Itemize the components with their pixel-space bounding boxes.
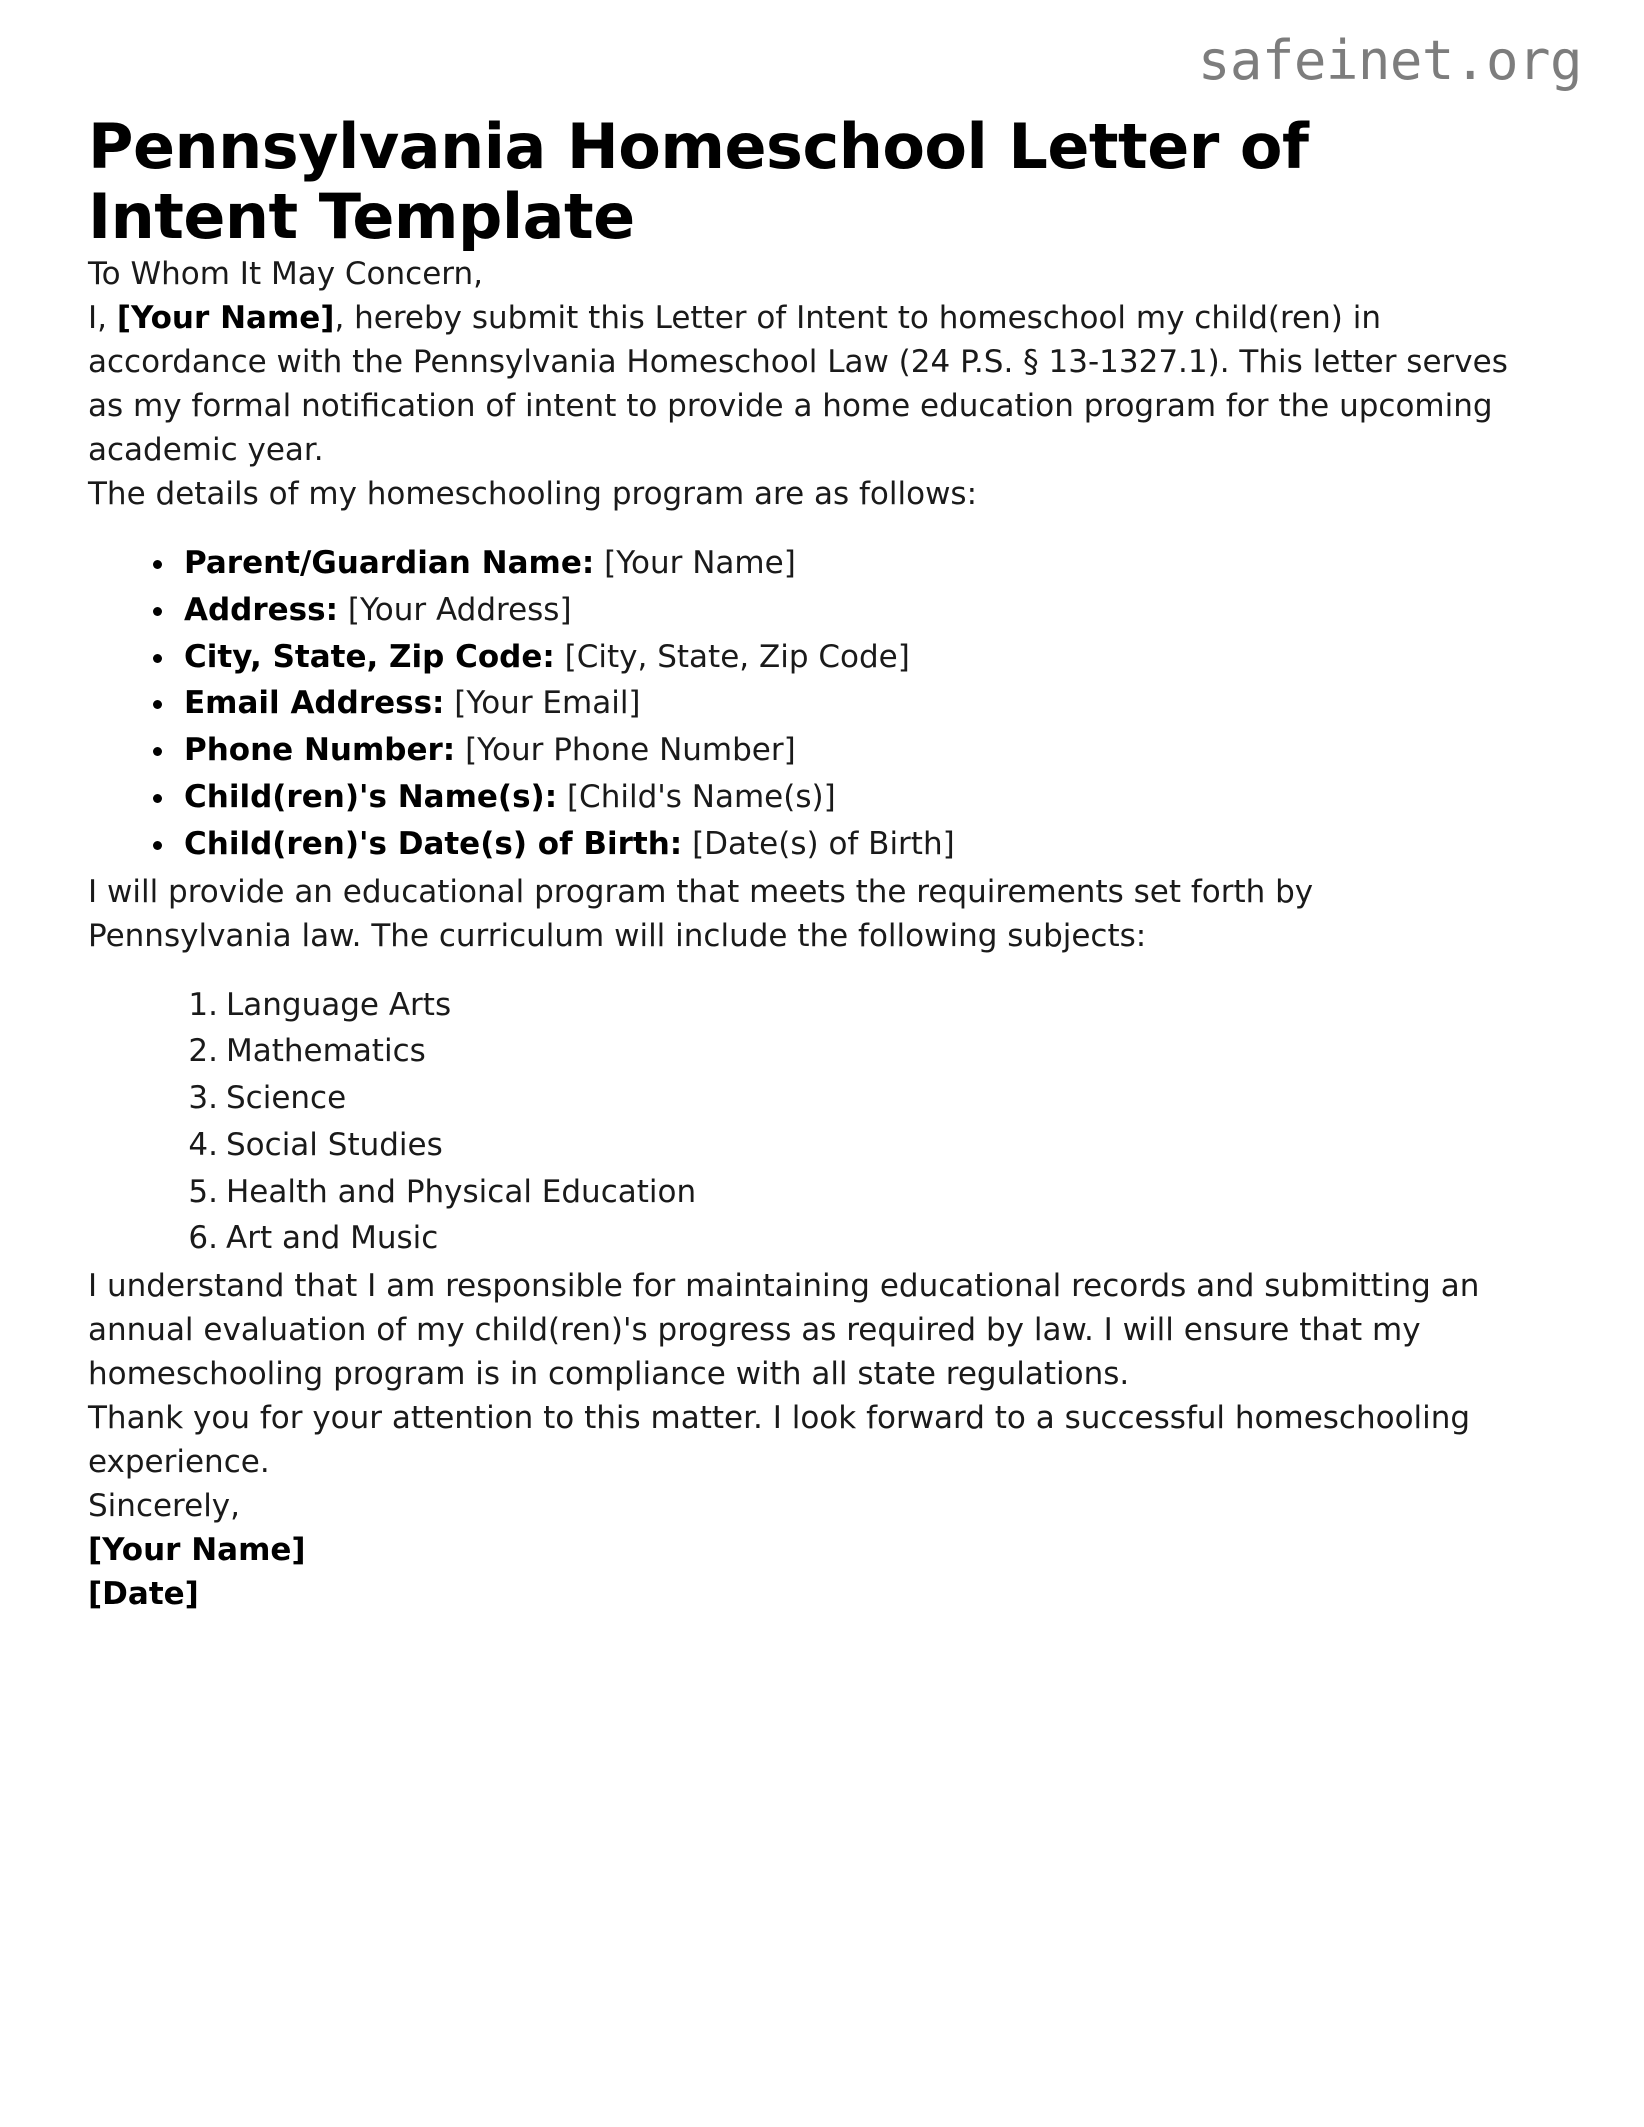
list-item: Health and Physical Education: [226, 1173, 697, 1210]
details-intro: The details of my homeschooling program are as follows:: [88, 476, 978, 513]
intro-name-placeholder: [Your Name]: [116, 300, 335, 337]
list-item: Language Arts: [226, 986, 452, 1023]
list-item: Mathematics: [226, 1033, 426, 1070]
subject-list: [88, 984, 1512, 1261]
detail-label: Phone Number:: [184, 732, 456, 769]
thanks-paragraph: Thank you for your attention to this matter. I look forward to a successful homeschooling experience.: [88, 1400, 1471, 1481]
list-item: [148, 636, 1512, 679]
detail-label: City, State, Zip Code:: [184, 638, 555, 675]
closing-salutation: Sincerely,: [88, 1488, 241, 1525]
list-item: Science: [226, 1080, 347, 1117]
signature-block: [88, 1528, 1512, 1616]
detail-value: [Child's Name(s)]: [566, 779, 836, 816]
list-item: [148, 542, 1512, 585]
list-item: Social Studies: [226, 1126, 443, 1163]
page-title: Pennsylvania Homeschool Letter of Intent Template: [88, 110, 1309, 254]
detail-label: Child(ren)'s Name(s):: [184, 779, 558, 816]
list-item: [148, 776, 1512, 819]
intro-paragraph: [88, 296, 1508, 472]
detail-value: [City, State, Zip Code]: [564, 638, 910, 675]
understanding-paragraph: I understand that I am responsible for maintaining educational records and submitting an annual evaluation of my child(ren)'s progress as required by law. I will ensure that my homeschooling program is in compliance with all state regulations.: [88, 1268, 1480, 1393]
detail-label: Child(ren)'s Date(s) of Birth:: [184, 825, 683, 862]
intro-rest: , hereby submit this Letter of Intent to homeschool my child(ren) in accordance with the Pennsylvania Homeschool Law (24 P.S. § 13-1327.1). This letter serves as my formal notification of intent to provide a home education program for the upcoming academic year.: [88, 300, 1508, 469]
detail-value: [Your Email]: [454, 685, 641, 722]
document-content: [88, 0, 1512, 1616]
site-watermark: safeinet.org: [1197, 29, 1582, 92]
detail-field-list: [88, 542, 1512, 865]
list-item: [148, 823, 1512, 866]
detail-label: Address:: [184, 591, 338, 628]
signature-name-placeholder: [Your Name]: [88, 1532, 306, 1569]
signature-date-placeholder: [Date]: [88, 1576, 199, 1613]
detail-value: [Your Phone Number]: [465, 732, 796, 769]
detail-value: [Your Address]: [347, 591, 572, 628]
detail-value: [Date(s) of Birth]: [692, 825, 955, 862]
list-item: [148, 589, 1512, 632]
detail-value: [Your Name]: [604, 545, 796, 582]
detail-label: Parent/Guardian Name:: [184, 545, 595, 582]
salutation: To Whom It May Concern,: [88, 256, 483, 293]
intro-lead: I,: [88, 300, 117, 337]
detail-label: Email Address:: [184, 685, 445, 722]
curriculum-intro: I will provide an educational program that meets the requirements set forth by Pennsylvania law. The curriculum will include the following subjects:: [88, 873, 1314, 954]
list-item: [148, 729, 1512, 772]
list-item: Art and Music: [226, 1220, 439, 1257]
list-item: [148, 682, 1512, 725]
